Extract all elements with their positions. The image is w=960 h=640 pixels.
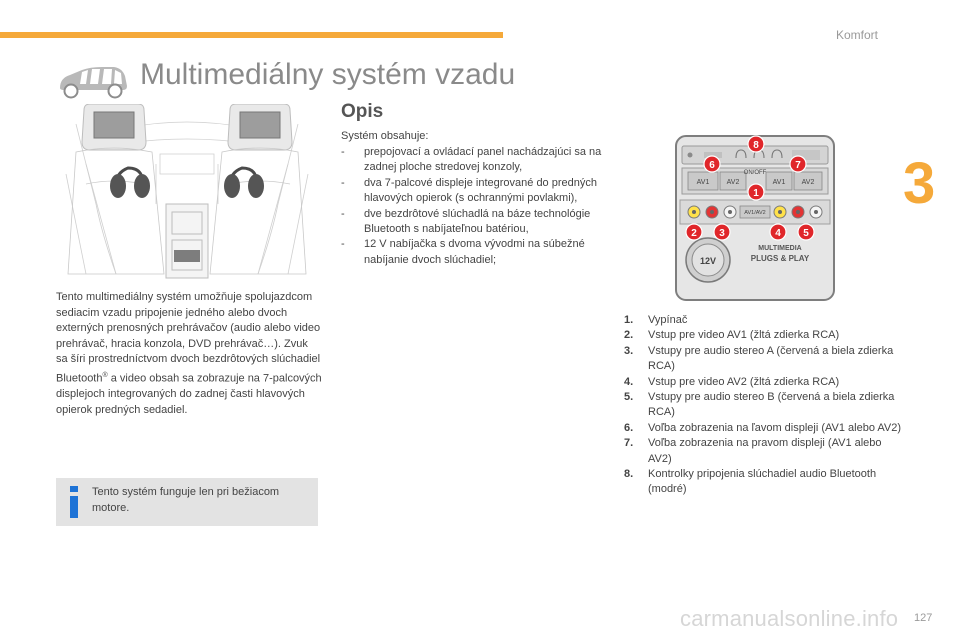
list-dash: - xyxy=(341,207,345,220)
legend-text: Vypínač xyxy=(648,314,688,326)
legend-text: Vstup pre video AV2 (žltá zdierka RCA) xyxy=(648,375,840,388)
registered-mark: ® xyxy=(102,371,108,379)
legend-number: 5. xyxy=(624,391,634,404)
legend-item xyxy=(624,344,904,375)
legend-item xyxy=(624,375,904,390)
list-item xyxy=(341,176,603,207)
legend-text: Voľba zobrazenia na ľavom displeji (AV1 alebo AV2) xyxy=(648,421,902,434)
control-panel-illustration xyxy=(674,134,836,302)
list-item xyxy=(341,207,603,238)
legend-number: 8. xyxy=(624,468,634,481)
legend-number: 2. xyxy=(624,329,634,342)
legend-list xyxy=(624,313,904,498)
plugs-play-label: PLUGS & PLAY xyxy=(750,254,810,263)
legend-text: Vstupy pre audio stereo A (červená a biela zdierka RCA) xyxy=(648,344,894,373)
list-item-text: 12 V nabíjačka s dvoma vývodmi na súbežné nabíjanie dvoch slúchadiel; xyxy=(364,238,585,266)
info-icon xyxy=(69,486,79,518)
legend-text: Kontrolky pripojenia slúchadiel audio Bluetooth (modré) xyxy=(648,468,877,496)
av1av2-label: AV1/AV2 xyxy=(744,210,766,216)
watermark: carmanualsonline.info xyxy=(680,606,899,631)
av2-right-label: AV2 xyxy=(801,179,815,186)
av2-left-label: AV2 xyxy=(726,179,740,186)
legend-item xyxy=(624,421,904,436)
intro-paragraph xyxy=(56,290,322,418)
legend-number: 7. xyxy=(624,437,634,450)
chapter-number: 3 xyxy=(903,151,936,216)
car-icon xyxy=(56,64,130,100)
multimedia-label: MULTIMEDIA xyxy=(758,245,802,252)
legend-item xyxy=(624,313,904,328)
marker-2: 2 xyxy=(691,228,697,239)
info-box-text: Tento systém funguje len pri bežiacom motore. xyxy=(92,486,280,514)
intro-text-part-1: Tento multimediálny systém umožňuje spolujazdcom sediacim vzadu pripojenie jedného alebo dvoch externých prenosných prehrávačov (audio alebo video prehrávač, hracia konzola, DVD prehrávač…). Zvuk sa šíri prostredníctvom dvoch bezdrôtových slúchadiel Bluetooth xyxy=(56,291,321,385)
legend-text: Vstupy pre audio stereo B (červená a biela zdierka RCA) xyxy=(648,391,895,419)
header-accent-bar xyxy=(0,32,503,38)
list-item-text: prepojovací a ovládací panel nachádzajúci sa na zadnej ploche stredovej konzoly, xyxy=(364,146,602,174)
list-item xyxy=(341,237,603,268)
marker-8: 8 xyxy=(753,140,759,151)
legend-text: Vstup pre video AV1 (žltá zdierka RCA) xyxy=(648,329,840,342)
marker-5: 5 xyxy=(803,228,809,239)
list-dash: - xyxy=(341,176,345,189)
page-number: 127 xyxy=(914,612,933,624)
legend-item xyxy=(624,467,904,498)
legend-item xyxy=(624,390,904,421)
section-name: Komfort xyxy=(836,28,879,42)
intro-text-part-2: a video obsah sa zobrazuje na 7-palcových displejoch integrovaných do zadnej časti hlavových opierok predných sedadiel. xyxy=(56,372,322,416)
rear-seat-illustration xyxy=(56,104,318,280)
legend-number: 6. xyxy=(624,421,634,434)
section-heading-opis: Opis xyxy=(341,101,384,122)
marker-3: 3 xyxy=(719,228,725,239)
page-title: Multimediálny systém vzadu xyxy=(140,58,516,91)
legend-item xyxy=(624,436,904,467)
list-item-text: dva 7-palcové displeje integrované do predných hlavových opierok (s ochrannými povlakmi), xyxy=(364,176,597,205)
list-item-text: dve bezdrôtové slúchadlá na báze technológie Bluetooth s nabíjateľnou batériou, xyxy=(364,207,591,236)
marker-6: 6 xyxy=(709,160,715,171)
av1-left-label: AV1 xyxy=(696,179,710,186)
legend-item xyxy=(624,328,904,343)
list-dash: - xyxy=(341,146,345,158)
legend-number: 1. xyxy=(624,314,634,326)
feature-list xyxy=(341,145,603,268)
socket-12v-label: 12V xyxy=(699,256,717,266)
av1-right-label: AV1 xyxy=(772,179,786,186)
list-item xyxy=(341,145,603,176)
legend-text: Voľba zobrazenia na pravom displeji (AV1 alebo AV2) xyxy=(648,437,882,465)
marker-4: 4 xyxy=(775,228,781,239)
marker-1: 1 xyxy=(753,188,759,199)
legend-number: 4. xyxy=(624,375,634,388)
legend-number: 3. xyxy=(624,344,634,357)
description-lead: Systém obsahuje: xyxy=(341,130,429,142)
list-dash: - xyxy=(341,238,345,251)
info-box xyxy=(56,478,318,526)
marker-7: 7 xyxy=(795,160,801,171)
onoff-label: ON/OFF xyxy=(743,170,767,176)
